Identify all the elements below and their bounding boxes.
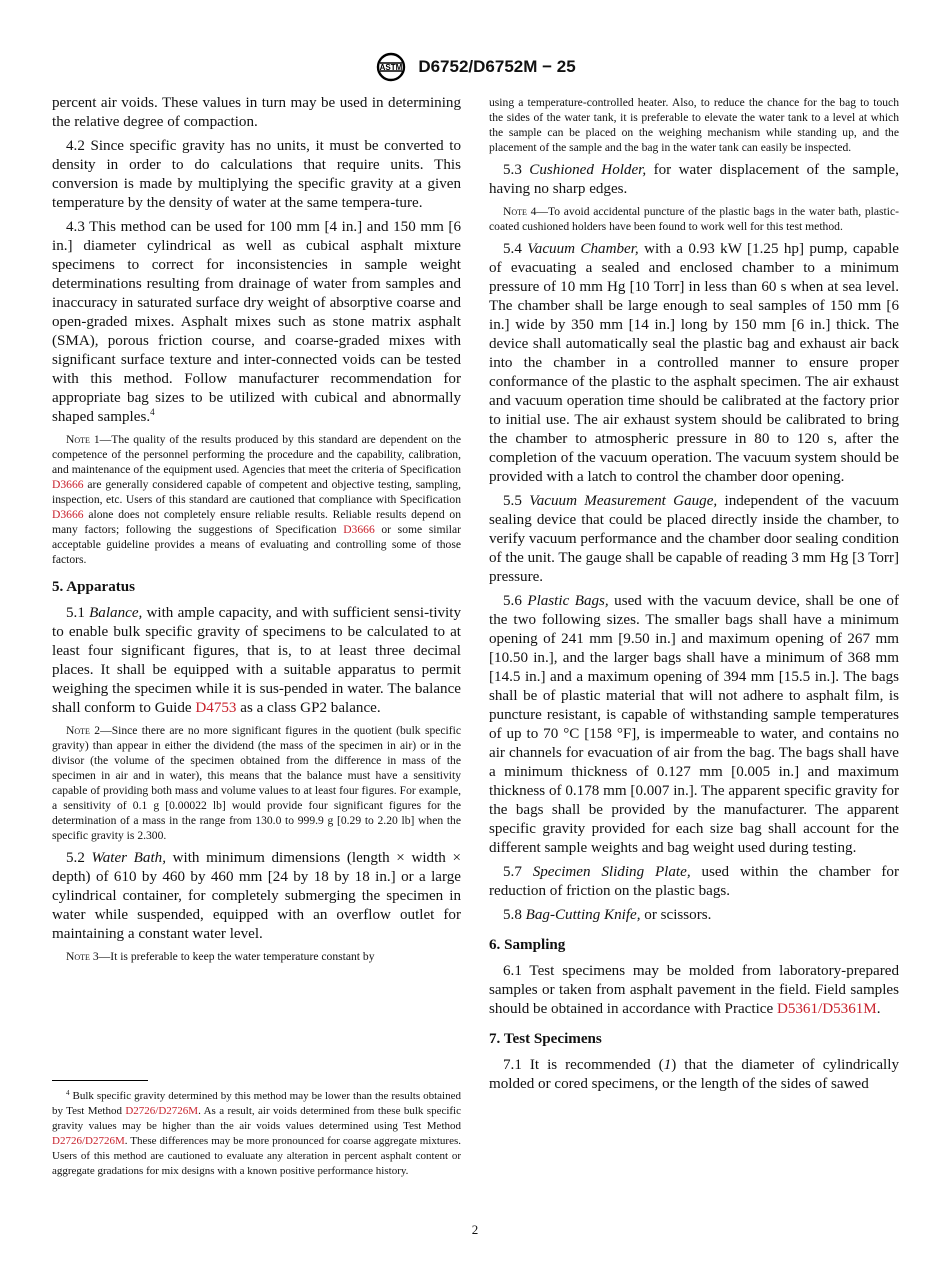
reference-1[interactable]: 1 [663,1057,672,1073]
paragraph-6-1: 6.1 Test specimens may be molded from laboratory-prepared samples or taken from asphalt pavement in the field. Field samples should be obtained in accordance with Practice D5361/D5361M. [489,963,899,1017]
note-3-continued: using a temperature-controlled heater. Also, to reduce the chance for the bag to touch the sides of the water tank, it is preferable to elevate the water tank to a level at which the sample can be placed on the weighing mechanism while standing up, and the placement of the sample and the bag in the water tank can easily be inspected. [489,96,899,154]
section-heading-sampling: 6. Sampling [489,937,566,953]
link-d3666[interactable]: D3666 [52,478,84,491]
footnote-ref-4[interactable]: 4 [150,407,155,417]
note-1: Note 1—The quality of the results produced by this standard are dependent on the competence of the personnel performing the procedure and the capability, calibration, and maintenance of the equipment used. Agencies that meet the criteria of Specification D3666 are generally considered capable of competent and objective testing, sampling, inspection, etc. Users of this standard are cautioned that compliance with Specification D3666 alone does not completely ensure reliable results. Reliable results depend on many factors; following the suggestions of Specification D3666 or some similar acceptable guideline provides a means of evaluating and controlling some of those factors. [52,433,461,566]
link-d4753[interactable]: D4753 [195,700,237,716]
paragraph-5-7: 5.7 Specimen Sliding Plate, used within the chamber for reduction of friction on the plastic bags. [489,864,900,899]
paragraph-5-6: 5.6 Plastic Bags, used with the vacuum device, shall be one of the two following sizes. The smaller bags shall have a minimum opening of 241 mm [9.50 in.] and maximum opening of 267 mm [10.50 in.], and the larger bags shall have a minimum of 368 mm [14.5 in.] and a maximum opening of 394 mm [15.5 in.]. The bags shall be of plastic material that will not adhere to asphalt film, is puncture resistant, is capable of withstanding sample temperatures of up to 70 °C [158 °F], is impermeable to water, and contains no air channels for evacuation of air from the bag. The bags shall have a minimum thickness of 0.127 mm [0.005 in.] and maximum thickness of 0.178 mm [0.007 in.]. The apparent specific gravity for the bags shall be provided by the manufacturer. The apparent specific gravity provided for each size bag shall account for the different sample weights and bag weight used during testing. [489,593,899,856]
paragraph-5-2: 5.2 Water Bath, with minimum dimensions (length × width × depth) of 610 by 460 by 460 mm [24 by 18 by 18 in.] or a large cylindrical container, for completely submerging the specimen in water while suspended, equipped with an overflow outlet for maintaining a constant water level. [52,850,462,942]
paragraph-7-1: 7.1 It is recommended (1) that the diameter of cylindrically molded or cored specimens, or the length of the sides of sawed [489,1057,899,1092]
document-designation: D6752/D6752M − 25 [418,57,576,76]
paragraph-5-3: 5.3 Cushioned Holder, for water displacement of the sample, having no sharp edges. [489,162,900,197]
link-d2726[interactable]: D2726/D2726M [52,1135,125,1147]
paragraph-5-1: 5.1 Balance, with ample capacity, and with sufficient sensi-tivity to enable bulk specific gravity of specimens to be calculated to at least four significant figures, that is, to at least three decimal places. It shall be equipped with a suitable apparatus to permit weighing the specimen while it is sus-pended in water. The balance shall conform to Guide D4753 as a class GP2 balance. [52,605,461,716]
left-column [52,94,461,970]
page-number: 2 [471,1222,479,1237]
footnote-4: $^4$ Bulk specific gravity determined by this method may be lower than the results obtained by Test Method D2726/D2726M. As a result, air voids determined from these bulk specific gravity values may be higher than the air voids values determined using Test Method D2726/D2726M. These differences may be more pronounced for coarse aggregate mixtures. Users of this method are cautioned to evaluate any alteration in percent asphalt content or aggregate gradations for mix designs with a known positive performance history. [52,1089,461,1177]
astm-logo-icon [374,52,408,82]
section-heading-test-specimens: 7. Test Specimens [489,1031,602,1047]
paragraph-4-3: 4.3 This method can be used for 100 mm [4 in.] and 150 mm [6 in.] diameter cylindrical as well as cubical asphalt mixture specimens to correct for inconsistencies in sample weight determinations resulting from drainage of water from samples and inaccuracy in saturated surface dry weight of absorptive coarse and open-graded mixes. Asphalt mixes such as stone matrix asphalt (SMA), porous friction course, and coarse-graded mixes with significant surface texture and inter-connected voids can be tested with this method. Follow manufacturer recommendation for appropriate bag sizes to be utilized with cubical and abnormally shaped samples.$^4$ [52,219,461,425]
note-4: Note 4—To avoid accidental puncture of the plastic bags in the water bath, plastic-coated cushioned holders have been found to work well for this test method. [489,205,899,233]
paragraph-5-5: 5.5 Vacuum Measurement Gauge, independent of the vacuum sealing device that could be placed directly inside the chamber, to verify vacuum performance and the chamber door sealing condition of the unit. The gauge shall be capable of reading 3 mm Hg [3 Torr] pressure. [489,493,899,585]
link-d5361[interactable]: D5361/D5361M [776,1001,877,1017]
note-3: Note 3—It is preferable to keep the water temperature constant by [66,950,375,963]
right-column [489,95,899,1099]
page-header [0,52,950,82]
paragraph-4-2: 4.2 Since specific gravity has no units, it must be converted to density in order to do calculations that require units. This conversion is made by multiplying the specific gravity at a given temperature by the density of water at the same tempera-ture. [52,138,461,211]
link-d3666[interactable]: D3666 [52,508,84,521]
link-d2726[interactable]: D2726/D2726M [125,1105,199,1117]
paragraph-4-1-continued: percent air voids. These values in turn may be used in determining the relative degree of compaction. [52,95,461,130]
paragraph-5-8: 5.8 Bag-Cutting Knife, or scissors. [503,907,712,923]
section-heading-apparatus: 5. Apparatus [52,579,136,595]
note-2: Note 2—Since there are no more significant figures in the quotient (bulk specific gravity) than appear in either the dividend (the mass of the specimen in air) or in the divisor (the volume of the specimen obtained from the difference in mass of the specimen in air and in water), this means that the balance must have a sensitivity capable of providing both mass and volume values to at least four figures. For example, a sensitivity of 0.1 g [0.00022 lb] would provide four significant figures for the determination of a mass in the range from 130.0 to 999.9 g [0.29 to 2.20 lb] when the specific gravity is 2.300. [52,724,461,842]
link-d3666[interactable]: D3666 [343,523,375,536]
footnote-rule [52,1080,148,1081]
astm-logo-text: ASTM [379,63,403,72]
paragraph-5-4: 5.4 Vacuum Chamber, with a 0.93 kW [1.25 hp] pump, capable of evacuating a sealed and enclosed chamber to a minimum pressure of 10 mm Hg [10 Torr] in less than 60 s when at sea level. The chamber shall be large enough to seal samples of 150 mm [6 in.] wide by 350 mm [14 in.] long by 150 mm [6 in.] thick. The device shall automatically seal the plastic bag and exhaust air back into the chamber in a controlled manner to ensure proper conformance of the plastic to the asphalt specimen. The air exhaust and vacuum operation time should be calibrated at the factory prior to initial use. The air exhaust system should be calibrated to bring the chamber to atmospheric pressure in 80 to 120 s, after the completion of the vacuum operation. The vacuum system should be provided with a latch to control the chamber door opening. [489,241,899,485]
